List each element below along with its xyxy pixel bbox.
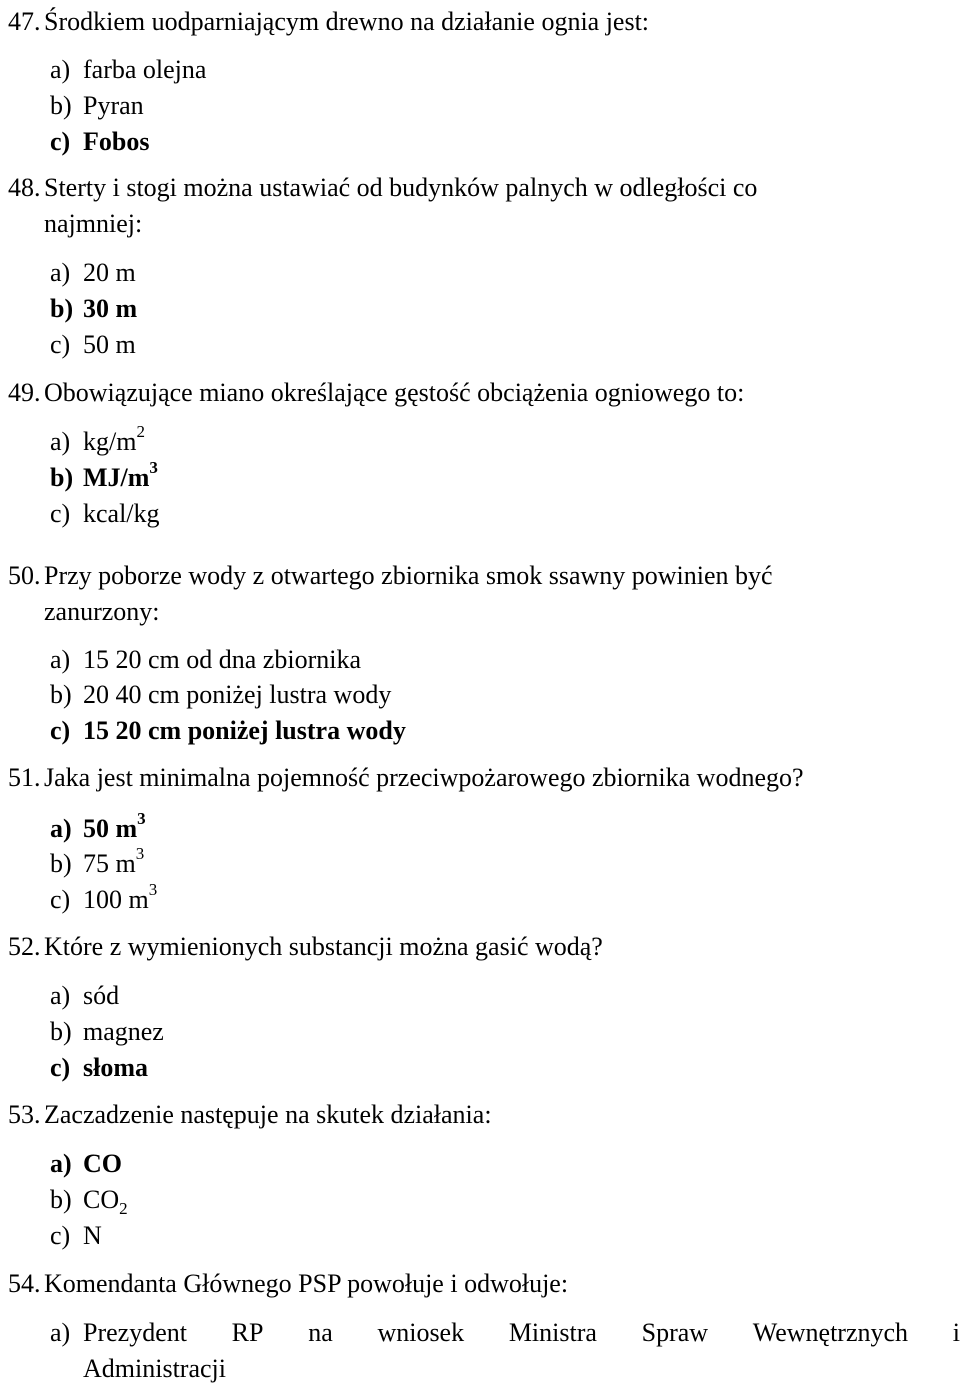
word: RP xyxy=(231,1318,264,1347)
answer-option xyxy=(50,882,157,918)
question-text xyxy=(44,170,944,242)
answer-option xyxy=(50,642,361,678)
word: Ministra xyxy=(508,1318,597,1347)
answer-option xyxy=(50,88,144,124)
question-text xyxy=(44,760,944,796)
word: Wewnętrznych xyxy=(752,1318,909,1347)
question-text xyxy=(44,558,944,630)
answer-option xyxy=(50,1182,128,1218)
question-line: Komendanta Głównego PSP powołuje i odwołuje: xyxy=(44,1269,569,1298)
option-text: 15 20 cm od dna zbiornika xyxy=(83,645,361,674)
option-label: b) xyxy=(50,294,74,323)
answer-option xyxy=(50,52,206,88)
question-line: najmniej: xyxy=(44,209,143,238)
option-text: magnez xyxy=(83,1017,164,1046)
answer-option xyxy=(50,846,144,882)
option-text xyxy=(83,1315,960,1351)
word: na xyxy=(308,1318,333,1347)
option-text: słoma xyxy=(83,1053,148,1082)
superscript: 2 xyxy=(136,422,145,442)
option-text: Pyran xyxy=(83,91,144,120)
option-label: c) xyxy=(50,499,71,528)
option-text: N xyxy=(83,1221,102,1250)
question-number: 54. xyxy=(8,1269,41,1298)
option-label: a) xyxy=(50,1149,72,1178)
option-text: kcal/kg xyxy=(83,499,160,528)
question-number: 50. xyxy=(8,561,41,590)
answer-option xyxy=(50,1315,960,1351)
option-text: 20 m xyxy=(83,258,136,287)
option-label: c) xyxy=(50,1221,71,1250)
option-text: 50 m xyxy=(83,814,138,843)
answer-option xyxy=(50,1218,102,1254)
option-label: b) xyxy=(50,849,72,878)
option-label: a) xyxy=(50,1318,71,1347)
option-text: 100 m xyxy=(83,885,149,914)
question-line: Które z wymienionych substancji można gasić wodą? xyxy=(44,932,603,961)
subscript: 2 xyxy=(119,1199,128,1219)
question-number: 49. xyxy=(8,378,41,407)
answer-option xyxy=(50,496,160,532)
option-label: a) xyxy=(50,981,71,1010)
answer-option xyxy=(50,424,145,460)
word: wniosek xyxy=(377,1318,465,1347)
option-text: kg/m xyxy=(83,427,137,456)
superscript: 3 xyxy=(137,809,146,829)
question-number: 47. xyxy=(8,7,41,36)
superscript: 3 xyxy=(148,880,158,900)
option-text: MJ/m xyxy=(83,463,150,492)
answer-option xyxy=(50,978,119,1014)
question-text xyxy=(44,4,944,40)
answer-option xyxy=(50,327,136,363)
option-text: farba olejna xyxy=(83,55,207,84)
answer-option-correct xyxy=(50,1050,148,1086)
question-number: 53. xyxy=(8,1100,41,1129)
option-text: 15 20 cm poniżej lustra wody xyxy=(83,716,406,745)
superscript: 3 xyxy=(135,844,145,864)
question-line: Jaka jest minimalna pojemność przeciwpożarowego zbiornika wodnego? xyxy=(44,763,804,792)
answer-option-correct xyxy=(50,713,406,749)
question-line: Obowiązujące miano określające gęstość obciążenia ogniowego to: xyxy=(44,378,745,407)
option-label: b) xyxy=(50,1185,72,1214)
option-label: b) xyxy=(50,91,72,120)
question-line: zanurzony: xyxy=(44,597,160,626)
option-label: a) xyxy=(50,814,72,843)
question-text xyxy=(44,1266,944,1302)
option-text: CO xyxy=(83,1185,120,1214)
option-text: Administracji xyxy=(83,1354,226,1383)
option-label: a) xyxy=(50,645,71,674)
answer-option xyxy=(50,677,391,713)
option-text: 30 m xyxy=(83,294,138,323)
question-number: 52. xyxy=(8,932,41,961)
option-label: c) xyxy=(50,716,71,745)
question-line: Przy poborze wody z otwartego zbiornika smok ssawny powinien być xyxy=(44,561,773,590)
question-text xyxy=(44,375,944,411)
question-line: Środkiem uodparniającym drewno na działanie ognia jest: xyxy=(44,7,650,36)
word: i xyxy=(952,1318,960,1347)
question-number: 51. xyxy=(8,763,41,792)
option-label: a) xyxy=(50,258,71,287)
word: Spraw xyxy=(641,1318,709,1347)
superscript: 3 xyxy=(149,458,158,478)
option-text: 50 m xyxy=(83,330,136,359)
question-text xyxy=(44,1097,944,1133)
option-label: a) xyxy=(50,427,71,456)
answer-option-correct xyxy=(50,460,158,496)
answer-option xyxy=(50,255,136,291)
option-text: sód xyxy=(83,981,120,1010)
option-text: 75 m xyxy=(83,849,136,878)
option-text: Fobos xyxy=(83,127,150,156)
answer-option-continuation xyxy=(50,1351,226,1387)
option-label: b) xyxy=(50,1017,72,1046)
answer-option-correct xyxy=(50,124,149,160)
answer-option-correct xyxy=(50,291,137,327)
option-label: b) xyxy=(50,680,72,709)
option-label: c) xyxy=(50,1053,71,1082)
question-line: Zaczadzenie następuje na skutek działania: xyxy=(44,1100,492,1129)
option-label: c) xyxy=(50,885,71,914)
option-label: a) xyxy=(50,55,71,84)
answer-option xyxy=(50,1014,164,1050)
answer-option-correct xyxy=(50,1146,122,1182)
question-line: Sterty i stogi można ustawiać od budynków palnych w odległości co xyxy=(44,173,758,202)
question-text xyxy=(44,929,944,965)
option-text: 20 40 cm poniżej lustra wody xyxy=(83,680,392,709)
option-label: c) xyxy=(50,330,71,359)
word: Prezydent xyxy=(83,1318,187,1347)
option-label: b) xyxy=(50,463,74,492)
option-label: c) xyxy=(50,127,71,156)
answer-option-correct xyxy=(50,811,146,847)
question-number: 48. xyxy=(8,173,41,202)
option-text: CO xyxy=(83,1149,122,1178)
